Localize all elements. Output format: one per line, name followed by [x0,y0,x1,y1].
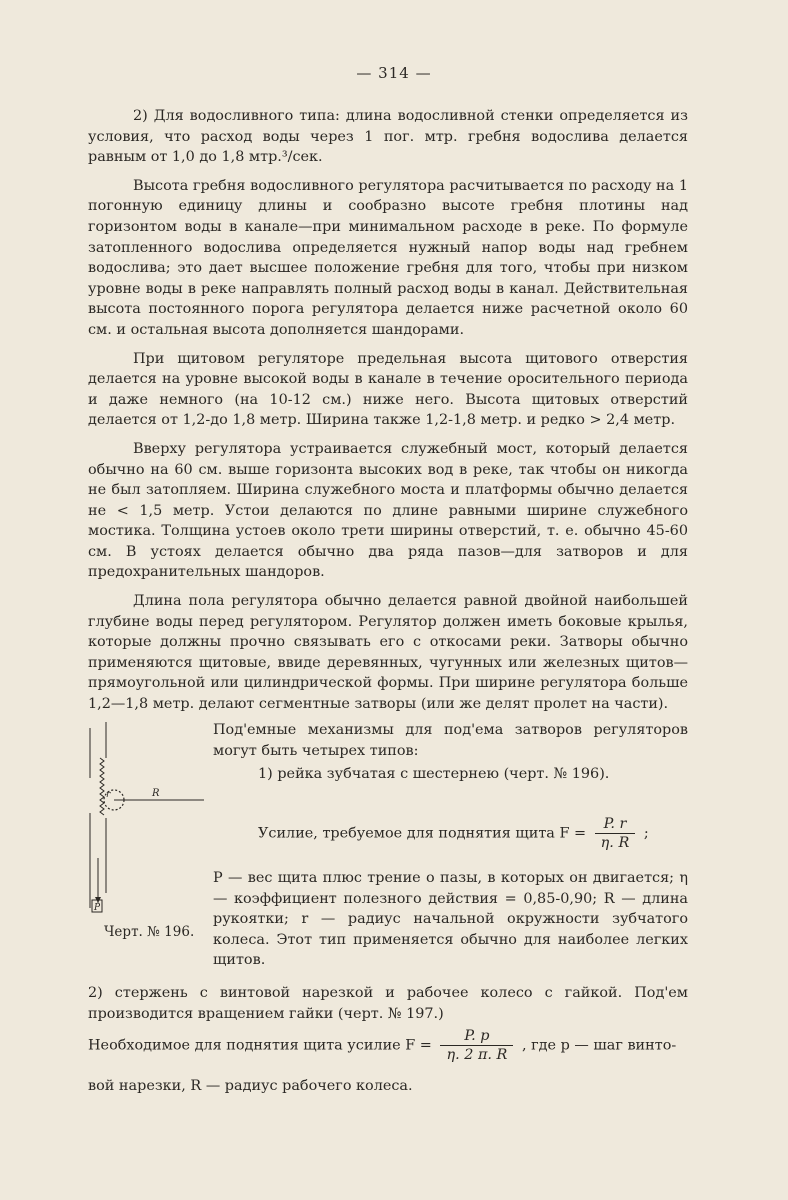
label-r: r [106,790,111,800]
paragraph-5: Длина пола регулятора обычно делается равной двойной наибольшей глубине воды перед регулятором. Регулятор должен иметь боковые крылья, которые должны прочно связывать его с откосами реки. Затворы обычно применяются щитовые, ввиде деревянных, чугунных или железных щитов—прямоугольной или цилиндрической формы. При ширине регулятора больше 1,2—1,8 метр. делают сегментные затворы (или же делят пролет на части). [88,593,688,713]
formula-2 [88,1028,688,1063]
figure-caption: Черт. № 196. [104,924,195,940]
page-number: — 314 — [356,64,432,82]
label-R: R [152,788,160,799]
body-text [88,106,688,723]
formula-2-fraction [440,1028,513,1063]
figure-196-drawing [86,718,216,918]
formula-2-suffix: , где p — шаг винто- [521,1037,677,1054]
formula-1-denominator: η. R [600,835,630,851]
formula-1-label: Усилие, требуемое для поднятия щита F = [258,825,587,842]
formula-1 [258,816,688,851]
formula-1-numerator: P. r [595,816,636,834]
label-P: P [94,903,101,913]
mechanism-intro: Под'емные механизмы для под'ема затворов регуляторов могут быть четырех типов: [213,722,688,759]
mechanism-item-2: 2) стержень с винтовой нарезкой и рабочее колесо с гайкой. Под'ем производится вращением гайки (черт. № 197.) [88,985,688,1022]
paragraph-2: Высота гребня водосливного регулятора расчитывается по расходу на 1 погонную единицу длины и сообразно высоте гребня плотины над горизонтом воды в канале—при минимальном расходе в реке. По формуле затопленного водослива определяется нужный напор воды над гребнем водослива; это дает высшее положение гребня для того, чтобы при низком уровне воды в реке направлять полный расход воды в канал. Действительная высота постоянного порога регулятора делается ниже расчетной около 60 см. и остальная высота дополняется шандорами. [88,177,688,338]
formula-2-denominator: η. 2 π. R [446,1047,508,1063]
formula-2-numerator: P. p [440,1028,513,1046]
formula-1-end: ; [643,825,649,842]
formula-1-fraction [595,816,636,851]
mechanism-explanation: P — вес щита плюс трение о пазы, в которых он двигается; η — коэффициент полезного действия = 0,85-0,90; R — длина рукоятки; r — радиус начальной окружности зубчатого колеса. Этот тип применяется обычно для наиболее легких щитов. [213,870,688,969]
paragraph-3: При щитовом регуляторе предельная высота щитового отверстия делается на уровне высокой воды в канале в течение оросительного периода и даже немного (на 10-12 см.) ниже него. Высота щитовых отверстий делается от 1,2-до 1,8 метр. Ширина также 1,2-1,8 метр. и редко > 2,4 метр. [88,350,688,429]
formula-2-prefix: Необходимое для поднятия щита усилие F = [88,1037,432,1054]
last-line: вой нарезки, R — радиус рабочего колеса. [88,1078,413,1094]
paragraph-1: 2) Для водосливного типа: длина водосливной стенки определяется из условия, что расход воды через 1 пог. мтр. гребня водослива делается равным от 1,0 до 1,8 мтр.³/сек. [88,108,688,166]
mechanism-item-1: 1) рейка зубчатая с шестернею (черт. № 196). [258,766,610,782]
paragraph-4: Вверху регулятора устраивается служебный мост, который делается обычно на 60 см. выше горизонта высоких вод в реке, так чтобы он никогда не был затопляем. Ширина служебного моста и платформы обычно делается не < 1,5 метр. Устои делаются по длине равными ширине служебного мостика. Толщина устоев около трети ширины отверстий, т. е. обычно 45-60 см. В устоях делается обычно два ряда пазов—для затворов и для предохранительных шандоров. [88,440,688,581]
